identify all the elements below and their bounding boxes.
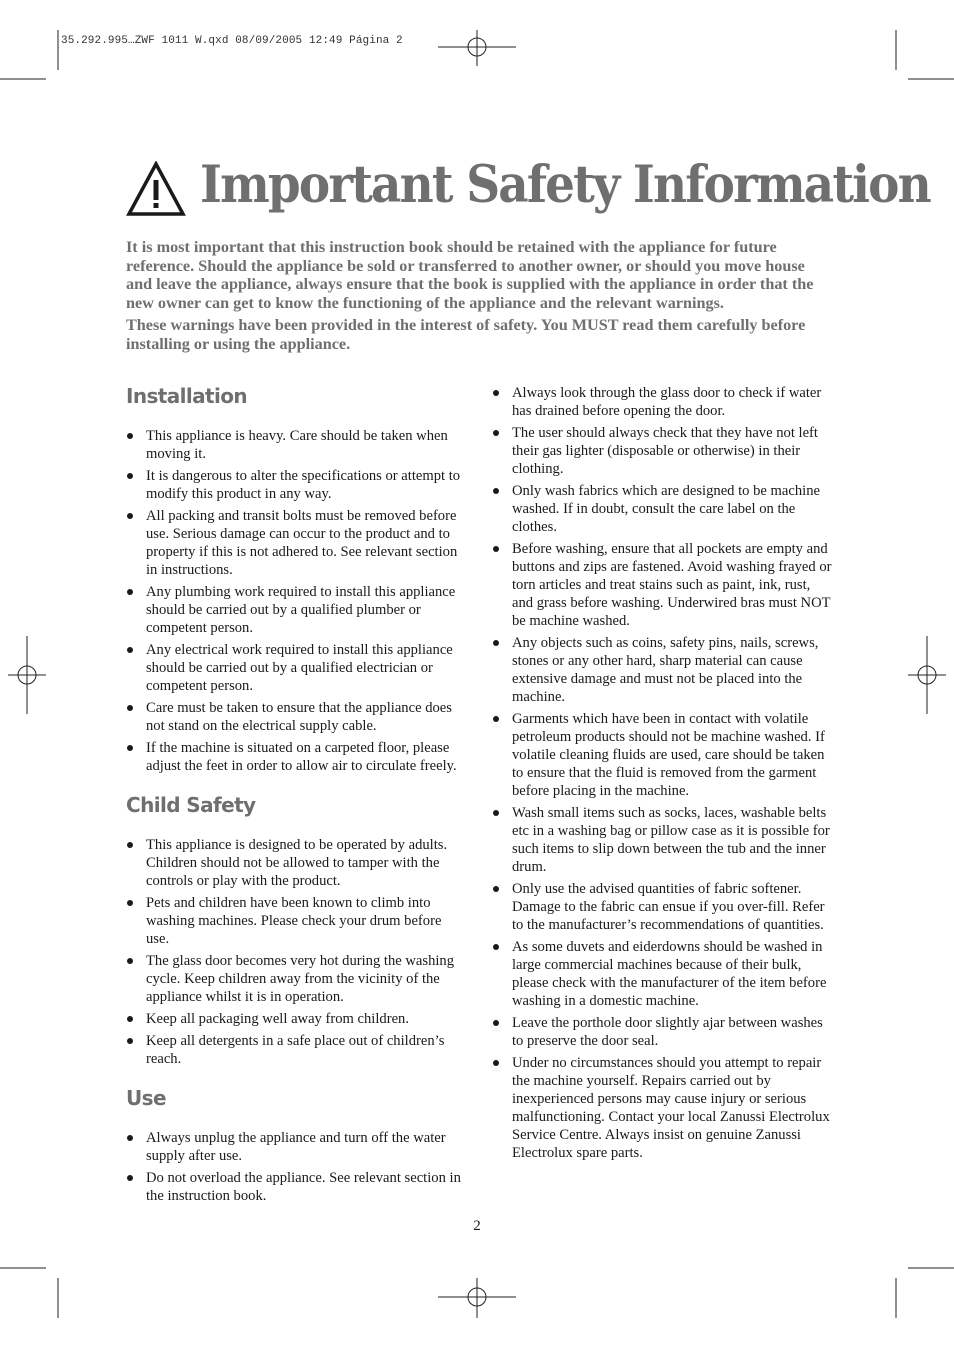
intro-paragraph: These warnings have been provided in the interest of safety. You MUST read them carefully before installing or using the appliance.	[126, 316, 806, 353]
section-heading-child-safety: Child Safety	[126, 793, 256, 817]
list-item: Only wash fabrics which are designed to be machine washed. If in doubt, consult the care label on the clothes.	[492, 482, 832, 536]
print-slug: 35.292.995…ZWF 1011 W.qxd 08/09/2005 12:49 Página 2	[61, 35, 403, 47]
list-item: As some duvets and eiderdowns should be washed in large commercial machines because of their bulk, please check with the manufacturer of the item before washing in a domestic machine.	[492, 938, 832, 1010]
warning-triangle-icon	[126, 161, 186, 217]
installation-list	[126, 427, 466, 775]
list-item: All packing and transit bolts must be removed before use. Serious damage can occur to the product and to property if this is not adhered to. See relevant section in instructions.	[126, 507, 466, 579]
list-item: If the machine is situated on a carpeted floor, please adjust the feet in order to allow air to circulate freely.	[126, 739, 466, 775]
list-item: This appliance is heavy. Care should be taken when moving it.	[126, 427, 466, 463]
right-column	[492, 384, 832, 1166]
list-item: Keep all packaging well away from children.	[126, 1010, 466, 1028]
title-row	[126, 150, 954, 220]
use-continued-list	[492, 384, 832, 1162]
list-item: This appliance is designed to be operated by adults. Children should not be allowed to tamper with the controls or play with the product.	[126, 836, 466, 890]
page-number: 2	[473, 1218, 481, 1234]
use-list	[126, 1129, 466, 1205]
list-item: Do not overload the appliance. See relevant section in the instruction book.	[126, 1169, 466, 1205]
list-item: Leave the porthole door slightly ajar between washes to preserve the door seal.	[492, 1014, 832, 1050]
section-heading-use: Use	[126, 1086, 166, 1110]
child-safety-list	[126, 836, 466, 1068]
list-item: Under no circumstances should you attempt to repair the machine yourself. Repairs carried out by inexperienced persons may cause injury or serious malfunctioning. Contact your local Zanussi Electrolux Service Centre. Always insist on genuine Zanussi Electrolux spare parts.	[492, 1054, 832, 1162]
list-item: Only use the advised quantities of fabric softener. Damage to the fabric can ensue if you over-fill. Refer to the manufacturer’s recommendations of quantities.	[492, 880, 832, 934]
list-item: It is dangerous to alter the specifications or attempt to modify this product in any way.	[126, 467, 466, 503]
list-item: Pets and children have been known to climb into washing machines. Please check your drum before use.	[126, 894, 466, 948]
left-column	[126, 382, 466, 1209]
intro-paragraph: It is most important that this instruction book should be retained with the appliance for future reference. Should the appliance be sold or transferred to another owner, or should you move house and leave the appliance, always ensure that the book is supplied with the appliance in order that the new owner can get to know the functioning of the appliance and the relevant warnings.	[126, 238, 814, 312]
list-item: Wash small items such as socks, laces, washable belts etc in a washing bag or pillow case as it is possible for such items to slip down between the tub and the inner drum.	[492, 804, 832, 876]
section-heading-installation: Installation	[126, 384, 248, 408]
list-item: Any plumbing work required to install this appliance should be carried out by a qualified plumber or competent person.	[126, 583, 466, 637]
list-item: Keep all detergents in a safe place out of children’s reach.	[126, 1032, 466, 1068]
list-item: Before washing, ensure that all pockets are empty and buttons and zips are fastened. Avoid washing frayed or torn articles and treat stains such as paint, ink, rust, and grass before washing. Underwired bras must NOT be machine washed.	[492, 540, 832, 630]
list-item: Care must be taken to ensure that the appliance does not stand on the electrical supply cable.	[126, 699, 466, 735]
list-item: Any electrical work required to install this appliance should be carried out by a qualified electrician or competent person.	[126, 641, 466, 695]
list-item: The glass door becomes very hot during the washing cycle. Keep children away from the vicinity of the appliance whilst it is in operation.	[126, 952, 466, 1006]
intro	[126, 238, 826, 357]
list-item: Garments which have been in contact with volatile petroleum products should not be machine washed. If volatile cleaning fluids are used, care should be taken to ensure that the fluid is removed from the garment before placing in the machine.	[492, 710, 832, 800]
page-title: Important Safety Information	[200, 154, 930, 215]
list-item: Any objects such as coins, safety pins, nails, screws, stones or any other hard, sharp material can cause extensive damage and must not be placed into the machine.	[492, 634, 832, 706]
list-item: The user should always check that they have not left their gas lighter (disposable or otherwise) in their clothing.	[492, 424, 832, 478]
list-item: Always look through the glass door to check if water has drained before opening the door.	[492, 384, 832, 420]
list-item: Always unplug the appliance and turn off the water supply after use.	[126, 1129, 466, 1165]
